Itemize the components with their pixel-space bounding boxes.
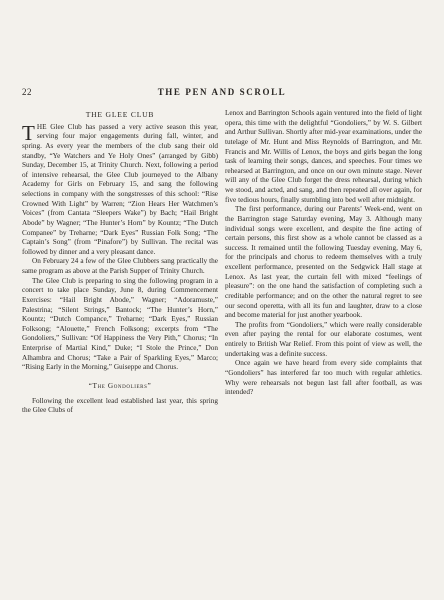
paragraph-text: HE Glee Club has passed a very active season this year, serving four major engagements during fall, winter, and spring. As every year the members of the club sang their old standby, “Ye Watchers and Ye Holy Ones” (arranged by Gibb) Sunday, December 15, at Trinity Church. Next, following a period of intensive rehearsal, the Glee Club journeyed to the Albany Academy for Girls on February 15, and sang the following selections in company with the songstresses of this school: “Rise Crowned With Light” by Warren; “Zion Hears Her Watchmen’s Voices” (from Cantata “Sleepers Wake”) by Bach; “Hail Bright Abode” by Wagner; “The Hunter’s Horn” by Kountz; “The Dutch Companee” by Treharne; “Dark Eyes” Russian Folk Song; “The Captain’s Song” (from “Pinafore”) by Sullivan. The recital was followed by dinner and a very pleasant dance. bbox=[22, 122, 218, 256]
article-paragraph: Lenox and Barrington Schools again ventured into the field of light opera, this time with the delightful “Gondoliers,” by W. S. Gilbert and Arthur Sullivan. Shortly after mid-year examinations, under the tutelage of Mr. Hunt and Miss Reynolds of Barrington, and Mr. Francis and Mr. Willis of Lenox, the boys and girls began the long task of learning their songs, dances, and speeches. Four times we rehearsed at Barrington, and once on our own minute stage. Never will any of the Glee Club forget the dress rehearsal, during which we stood, and acted, and sang, and then repeated all over again, for five tedious hours, finally stumbling into bed well after midnight. bbox=[225, 109, 422, 204]
page-header bbox=[22, 87, 422, 101]
right-column bbox=[225, 109, 422, 398]
article-paragraph: Once again we have heard from every side complaints that “Gondoliers” has interfered far too much with regular athletics. Why were rehearsals not begun last fall after football, as was intended? bbox=[225, 359, 422, 397]
article-paragraph: On February 24 a few of the Glee Clubbers sang practically the same program as above at the Parish Supper of Trinity Church. bbox=[22, 257, 218, 275]
page-number: 22 bbox=[22, 87, 32, 97]
article-title: THE GLEE CLUB bbox=[85, 110, 155, 119]
left-column bbox=[22, 110, 218, 416]
article-paragraph bbox=[22, 120, 218, 258]
article-paragraph: The first performance, during our Parents’ Week-end, went on the Barrington stage Saturday evening, May 3. Although many individual songs were excellent, and despite the fine acting of certain persons, this first show as a whole cannot be classed as a success. It remained until the following Tuesday evening, May 6, for the principals and chorus to redeem themselves with a truly excellent performance, presented on the Sedgwick Hall stage at Lenox. As last year, the curtain fell with mixed “feelings of pleasure”: on the one hand the satisfaction of completing such a creditable performance; and on the other the natural regret to see our second operetta, with all its fun and laughter, draw to a close and become material for just another yearbook. bbox=[225, 205, 422, 320]
journal-title: THE PEN AND SCROLL bbox=[157, 87, 287, 97]
section-subheading: “The Gondoliers” bbox=[88, 380, 152, 390]
article-paragraph: The profits from “Gondoliers,” which were really considerable even after paying the rental for our elaborate costumes, went entirely to British War Relief. From this point of view as well, the undertaking was a definite success. bbox=[225, 320, 422, 358]
article-paragraph: The Glee Club is preparing to sing the following program in a concert to take place Sunday, June 8, during Commencement Exercises: “Hail Bright Abode,” Wagner; “Adoramuste,” Palestrina; “Silent Strings,” Bantock; “The Hunter’s Horn,” Kountz; “Dutch Compance,” Treharne; “Dark Eyes,” Russian Folksong; “Alouette,” French Folksong; excerpts from “The Gondoliers,” Sullivan: “Of Happiness the Very Pith,” Chorus; “In Enterprise of Martial Kind,” Duke; “I Stole the Prince,” Don Alhambra and Chorus; “Take a Pair of Sparkling Eyes,” Marco; “Rising Early in the Morning,” Guiseppe and Chorus. bbox=[22, 276, 218, 372]
article-paragraph: Following the excellent lead established last year, this spring the Glee Clubs of bbox=[22, 396, 218, 415]
drop-cap: T bbox=[22, 120, 35, 145]
